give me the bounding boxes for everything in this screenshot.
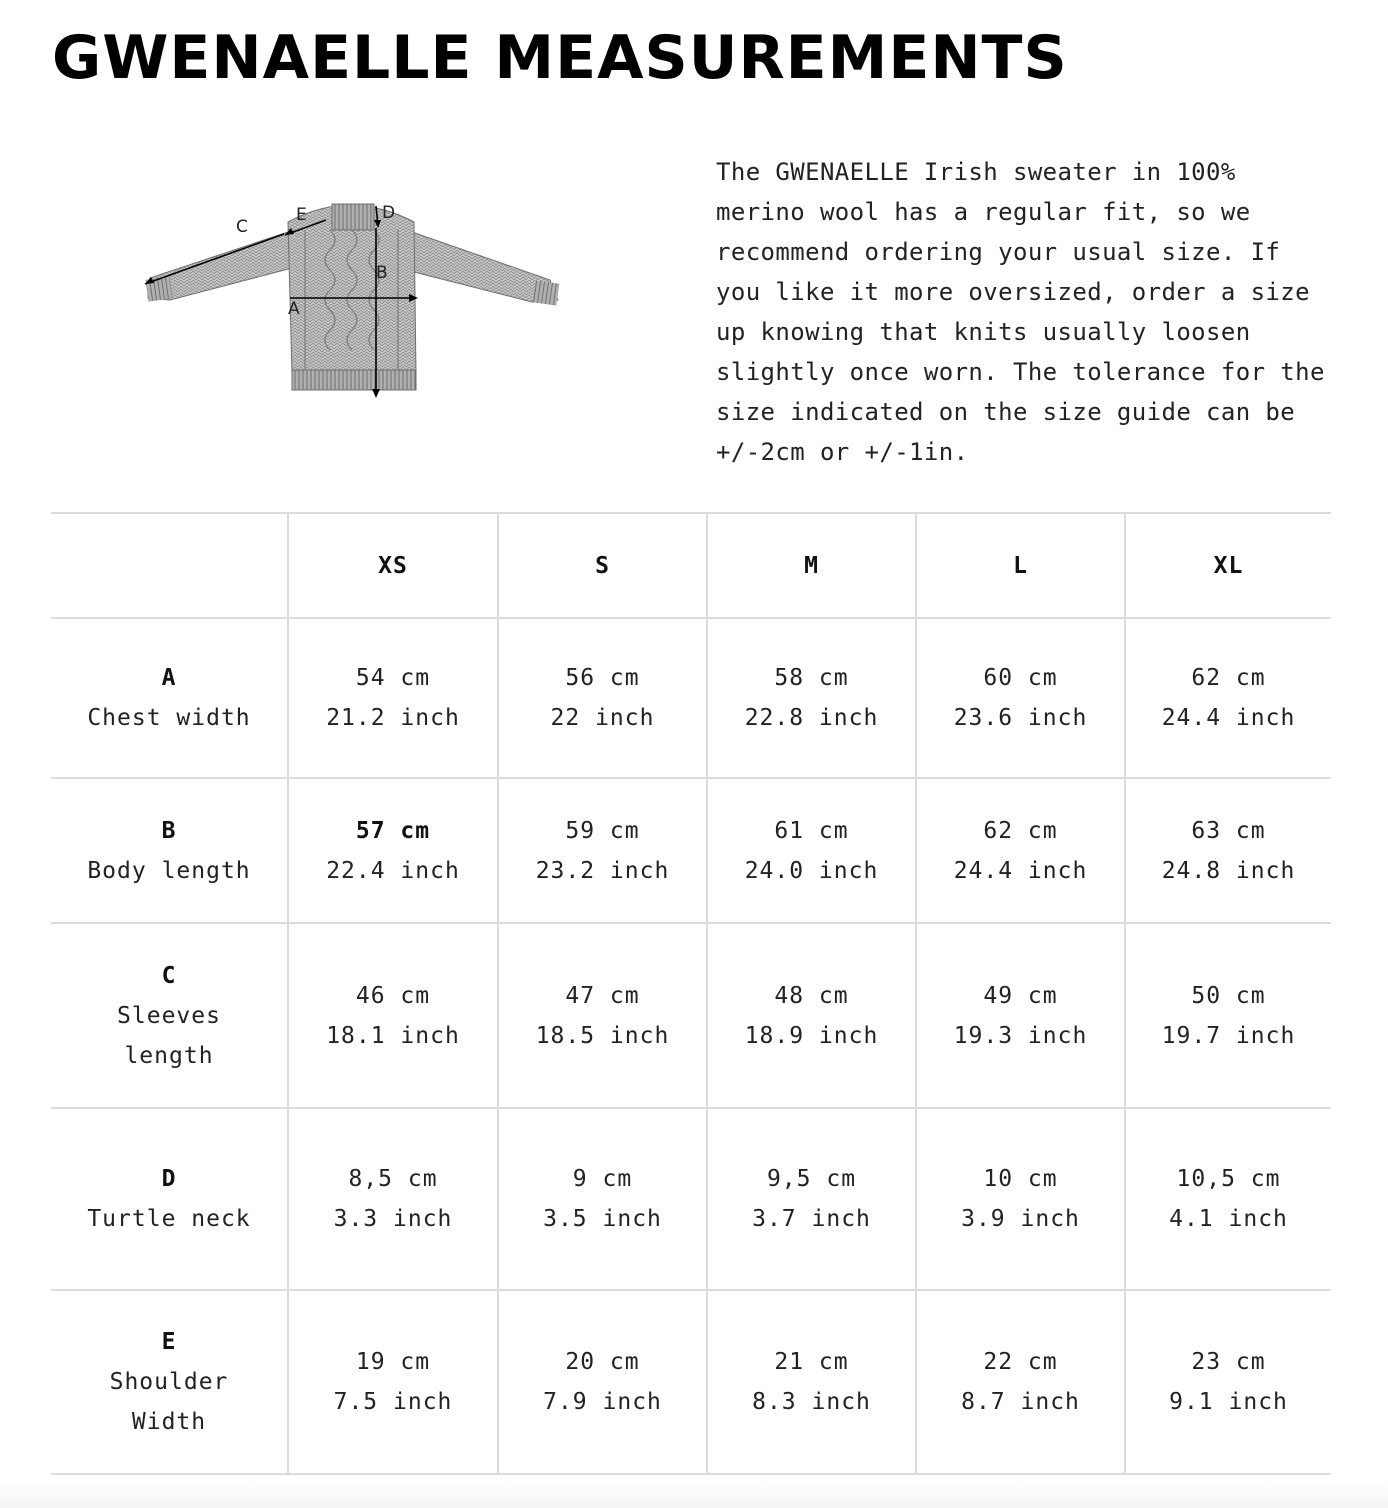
sweater-illustration: [130, 190, 570, 410]
cm-value: 58 cm: [774, 665, 849, 691]
inch-value: 19.3 inch: [953, 1022, 1088, 1049]
cm-value: 19 cm: [355, 1349, 431, 1375]
cm-value: 10,5 cm: [1176, 1166, 1281, 1192]
inch-value: 9.1 inch: [1169, 1389, 1288, 1415]
measurement-cell: [916, 923, 1125, 1108]
inch-value: 23.2 inch: [535, 857, 670, 884]
measurement-cell: [916, 778, 1125, 923]
cm-value: 48 cm: [774, 982, 849, 1009]
cm-value: 57 cm: [355, 817, 431, 844]
measurement-cell: [288, 1290, 498, 1474]
row-name: Chest width: [87, 705, 251, 731]
cm-value: 21 cm: [774, 1349, 849, 1375]
cm-value: 60 cm: [983, 665, 1058, 691]
header-empty-cell: [51, 513, 288, 618]
label-a: A: [288, 299, 300, 319]
size-header: XS: [288, 513, 498, 618]
row-label: [51, 923, 288, 1108]
row-name: Turtle neck: [87, 1206, 251, 1232]
label-c: C: [236, 217, 248, 237]
measurement-cell: [288, 1108, 498, 1290]
measurement-cell: [1125, 1108, 1331, 1290]
cm-value: 47 cm: [565, 982, 640, 1009]
size-advice-text: The GWENAELLE Irish sweater in 100% merino wool has a regular fit, so we recommend ordering your usual size. If you like it more oversized, order a size up knowing that knits usually loosen slightly once worn. The tolerance for the size indicated on the size guide can be +/-2cm or +/-1in.: [716, 158, 1325, 466]
measurement-cell: [707, 1290, 916, 1474]
table-row-chest-width: [51, 618, 1331, 778]
measurement-cell: [498, 1290, 707, 1474]
row-letter: E: [161, 1329, 177, 1355]
table-row-shoulder-width: [51, 1290, 1331, 1474]
measurement-cell: [916, 1290, 1125, 1474]
row-letter: D: [161, 1166, 177, 1192]
measurement-cell: [707, 1108, 916, 1290]
row-label: [51, 1108, 288, 1290]
row-label: [51, 778, 288, 923]
measurement-cell: [916, 1108, 1125, 1290]
cm-value: 56 cm: [565, 665, 640, 691]
inch-value: 22.4 inch: [326, 857, 460, 884]
inch-value: 3.3 inch: [333, 1206, 453, 1232]
inch-value: 24.4 inch: [1161, 705, 1296, 731]
measurement-cell: [498, 778, 707, 923]
inch-value: 4.1 inch: [1169, 1206, 1288, 1232]
size-header-row: [51, 513, 1331, 618]
table-row-sleeves-length: [51, 923, 1331, 1108]
measurement-cell: [288, 778, 498, 923]
label-e: E: [296, 205, 307, 225]
cm-value: 9,5 cm: [766, 1166, 857, 1192]
measurement-cell: [1125, 618, 1331, 778]
inch-value: 7.5 inch: [333, 1389, 453, 1415]
cm-value: 50 cm: [1191, 982, 1266, 1009]
inch-value: 18.1 inch: [326, 1022, 460, 1049]
row-name: Width: [131, 1409, 207, 1435]
size-header: XL: [1125, 513, 1331, 618]
inch-value: 24.8 inch: [1161, 857, 1296, 884]
cm-value: 59 cm: [565, 817, 640, 844]
row-name: length: [124, 1042, 214, 1069]
cm-value: 63 cm: [1191, 817, 1266, 844]
measurement-cell: [288, 923, 498, 1108]
row-letter: C: [161, 962, 177, 989]
measurement-cell: [498, 1108, 707, 1290]
inch-value: 8.3 inch: [752, 1389, 871, 1415]
cm-value: 20 cm: [565, 1349, 640, 1375]
inch-value: 3.5 inch: [543, 1206, 662, 1232]
measurement-cell: [498, 923, 707, 1108]
inch-value: 21.2 inch: [326, 705, 460, 731]
row-label: [51, 618, 288, 778]
label-b: B: [376, 263, 388, 283]
measurement-cell: [916, 618, 1125, 778]
measurement-cell: [707, 923, 916, 1108]
cm-value: 22 cm: [983, 1349, 1058, 1375]
inch-value: 22 inch: [550, 705, 655, 731]
table-row-turtle-neck: [51, 1108, 1331, 1290]
inch-value: 24.4 inch: [953, 857, 1088, 884]
row-letter: A: [161, 665, 177, 691]
cm-value: 62 cm: [1191, 665, 1266, 691]
measurement-cell: [288, 618, 498, 778]
size-header: S: [498, 513, 707, 618]
measurement-cell: [707, 618, 916, 778]
page-bottom-fade: [0, 1478, 1388, 1508]
cm-value: 23 cm: [1191, 1349, 1266, 1375]
row-label: [51, 1290, 288, 1474]
cm-value: 49 cm: [983, 982, 1058, 1009]
table-row-body-length: [51, 778, 1331, 923]
row-name: Shoulder: [109, 1369, 229, 1395]
cm-value: 9 cm: [572, 1166, 633, 1192]
inch-value: 18.5 inch: [535, 1022, 670, 1049]
inch-value: 3.9 inch: [961, 1206, 1080, 1232]
cm-value: 61 cm: [774, 817, 849, 844]
inch-value: 24.0 inch: [744, 857, 879, 884]
label-d: D: [382, 203, 396, 223]
inch-value: 18.9 inch: [744, 1022, 879, 1049]
inch-value: 8.7 inch: [961, 1389, 1080, 1415]
hem-rib: [292, 370, 416, 390]
inch-value: 23.6 inch: [953, 705, 1088, 731]
cm-value: 46 cm: [355, 982, 431, 1009]
size-chart-table: [51, 512, 1331, 1475]
sweater-measurement-diagram: [130, 190, 570, 410]
inch-value: 7.9 inch: [543, 1389, 662, 1415]
turtle-neck: [332, 204, 374, 230]
size-header: M: [707, 513, 916, 618]
cm-value: 10 cm: [983, 1166, 1058, 1192]
inch-value: 22.8 inch: [744, 705, 879, 731]
right-cuff: [533, 280, 560, 305]
cm-value: 62 cm: [983, 817, 1058, 844]
inch-value: 3.7 inch: [752, 1206, 871, 1232]
row-name: Sleeves: [117, 1002, 221, 1029]
measurement-cell: [1125, 923, 1331, 1108]
measurement-cell: [707, 778, 916, 923]
measurement-cell: [498, 618, 707, 778]
page-title: GWENAELLE MEASUREMENTS: [52, 23, 1068, 93]
measurement-cell: [1125, 1290, 1331, 1474]
inch-value: 19.7 inch: [1161, 1022, 1296, 1049]
cm-value: 8,5 cm: [348, 1166, 438, 1192]
row-name: Body length: [87, 857, 251, 884]
cm-value: 54 cm: [355, 665, 431, 691]
size-header: L: [916, 513, 1125, 618]
measurement-cell: [1125, 778, 1331, 923]
row-letter: B: [161, 817, 177, 844]
